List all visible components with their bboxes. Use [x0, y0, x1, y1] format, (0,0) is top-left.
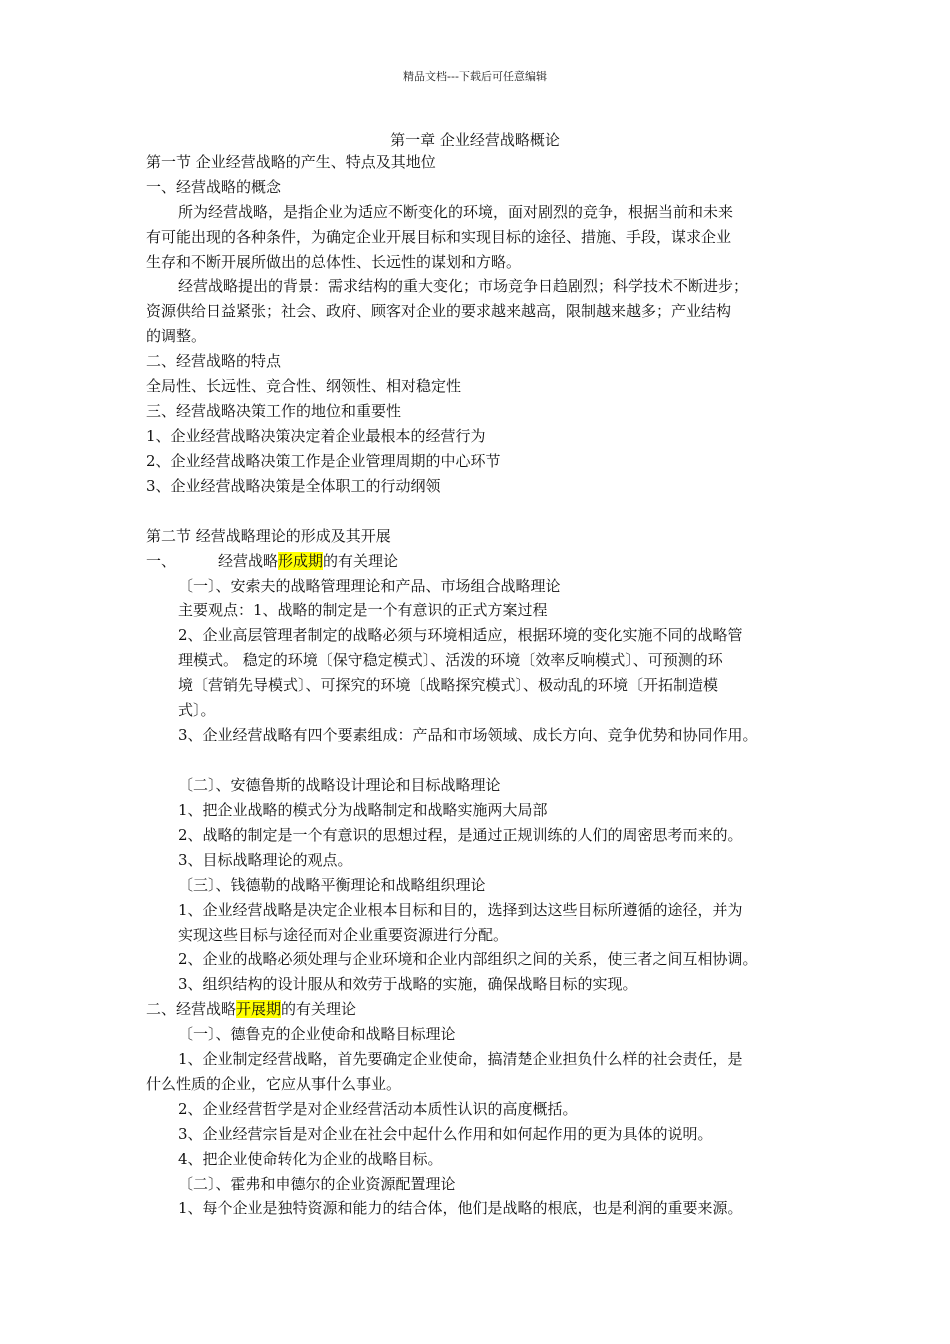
heading-number: 一、 [146, 552, 177, 570]
heading: 二、经营战略的特点 [146, 352, 282, 370]
highlighted-text: 形成期 [278, 552, 324, 570]
heading-text: 经营战略 [218, 552, 279, 570]
list-item: 3、企业经营宗旨是对企业在社会中起什么作用和如何起作用的更为具体的说明。 [178, 1125, 713, 1143]
paragraph-line: 资源供给日益紧张；社会、政府、顾客对企业的要求越来越高，限制越来越多；产业结构 [146, 302, 732, 320]
subheading: 〔二〕、霍弗和申德尔的企业资源配置理论 [178, 1175, 456, 1193]
paragraph-line: 有可能出现的各种条件，为确定企业开展目标和实现目标的途径、措施、手段，谋求企业 [146, 228, 732, 246]
list-item: 2、企业经营战略决策工作是企业管理周期的中心环节 [146, 452, 501, 470]
highlighted-text: 开展期 [236, 1000, 282, 1018]
paragraph-line: 境〔营销先导模式〕、可探究的环境〔战略探究模式〕、极动乱的环境〔开拓制造模 [178, 676, 719, 694]
paragraph-line: 主要观点：1、战略的制定是一个有意识的正式方案过程 [178, 601, 548, 619]
heading [146, 999, 356, 1019]
paragraph-line: 生存和不断开展所做出的总体性、长远性的谋划和方略。 [146, 253, 522, 271]
list-item: 4、把企业使命转化为企业的战略目标。 [178, 1150, 443, 1168]
paragraph-line: 3、组织结构的设计服从和效劳于战略的实施，确保战略目标的实现。 [178, 975, 638, 993]
heading-text: 二、经营战略 [146, 1000, 237, 1018]
paragraph-line: 1、每个企业是独特资源和能力的结合体，他们是战略的根底，也是利润的重要来源。 [178, 1199, 743, 1217]
heading-text: 的有关理论 [281, 1000, 357, 1018]
list-item: 1、把企业战略的模式分为战略制定和战略实施两大局部 [178, 801, 548, 819]
paragraph-line: 的调整。 [146, 327, 207, 345]
heading-text: 的有关理论 [323, 552, 399, 570]
list-item: 3、企业经营战略决策是全体职工的行动纲领 [146, 477, 441, 495]
paragraph-line: 理模式。 稳定的环境〔保守稳定模式〕、活泼的环境〔效率反响模式〕、可预测的环 [178, 651, 723, 669]
section-2-title: 第二节 经营战略理论的形成及其开展 [146, 527, 391, 545]
subheading: 〔一〕、安索夫的战略管理理论和产品、市场组合战略理论 [178, 577, 561, 595]
heading [146, 551, 398, 571]
paragraph-line: 实现这些目标与途径而对企业重要资源进行分配。 [178, 926, 509, 944]
page-header: 精品文档---下载后可任意编辑 [403, 70, 547, 83]
heading: 三、经营战略决策工作的地位和重要性 [146, 402, 402, 420]
paragraph-line: 2、企业高层管理者制定的战略必须与环境相适应，根据环境的变化实施不同的战略管 [178, 626, 743, 644]
section-1-title: 第一节 企业经营战略的产生、特点及其地位 [146, 153, 436, 171]
paragraph-line: 式〕。 [178, 701, 216, 719]
paragraph-line: 什么性质的企业，它应从事什么事业。 [146, 1075, 402, 1093]
subheading: 〔三〕、钱德勒的战略平衡理论和战略组织理论 [178, 876, 486, 894]
paragraph-line: 所为经营战略，是指企业为适应不断变化的环境，面对剧烈的竞争，根据当前和未来 [178, 203, 734, 221]
paragraph-line: 1、企业经营战略是决定企业根本目标和目的，选择到达这些目标所遵循的途径，并为 [178, 901, 743, 919]
heading: 一、经营战略的概念 [146, 178, 282, 196]
list-item: 2、战略的制定是一个有意识的思想过程，是通过正规训练的人们的周密思考而来的。 [178, 826, 743, 844]
chapter-title: 第一章 企业经营战略概论 [390, 131, 560, 149]
paragraph-line: 经营战略提出的背景：需求结构的重大变化；市场竞争日趋剧烈；科学技术不断进步； [178, 277, 749, 295]
list-item: 2、企业经营哲学是对企业经营活动本质性认识的高度概括。 [178, 1100, 578, 1118]
paragraph-line: 3、企业经营战略有四个要素组成：产品和市场领域、成长方向、竞争优势和协同作用。 [178, 726, 758, 744]
list-item: 1、企业经营战略决策决定着企业最根本的经营行为 [146, 427, 486, 445]
paragraph-line: 全局性、长远性、竞合性、纲领性、相对稳定性 [146, 377, 462, 395]
list-item: 3、目标战略理论的观点。 [178, 851, 353, 869]
paragraph-line: 1、企业制定经营战略，首先要确定企业使命，搞清楚企业担负什么样的社会责任，是 [178, 1050, 743, 1068]
subheading: 〔一〕、德鲁克的企业使命和战略目标理论 [178, 1025, 456, 1043]
paragraph-line: 2、企业的战略必须处理与企业环境和企业内部组织之间的关系，使三者之间互相协调。 [178, 950, 758, 968]
subheading: 〔二〕、安德鲁斯的战略设计理论和目标战略理论 [178, 776, 501, 794]
